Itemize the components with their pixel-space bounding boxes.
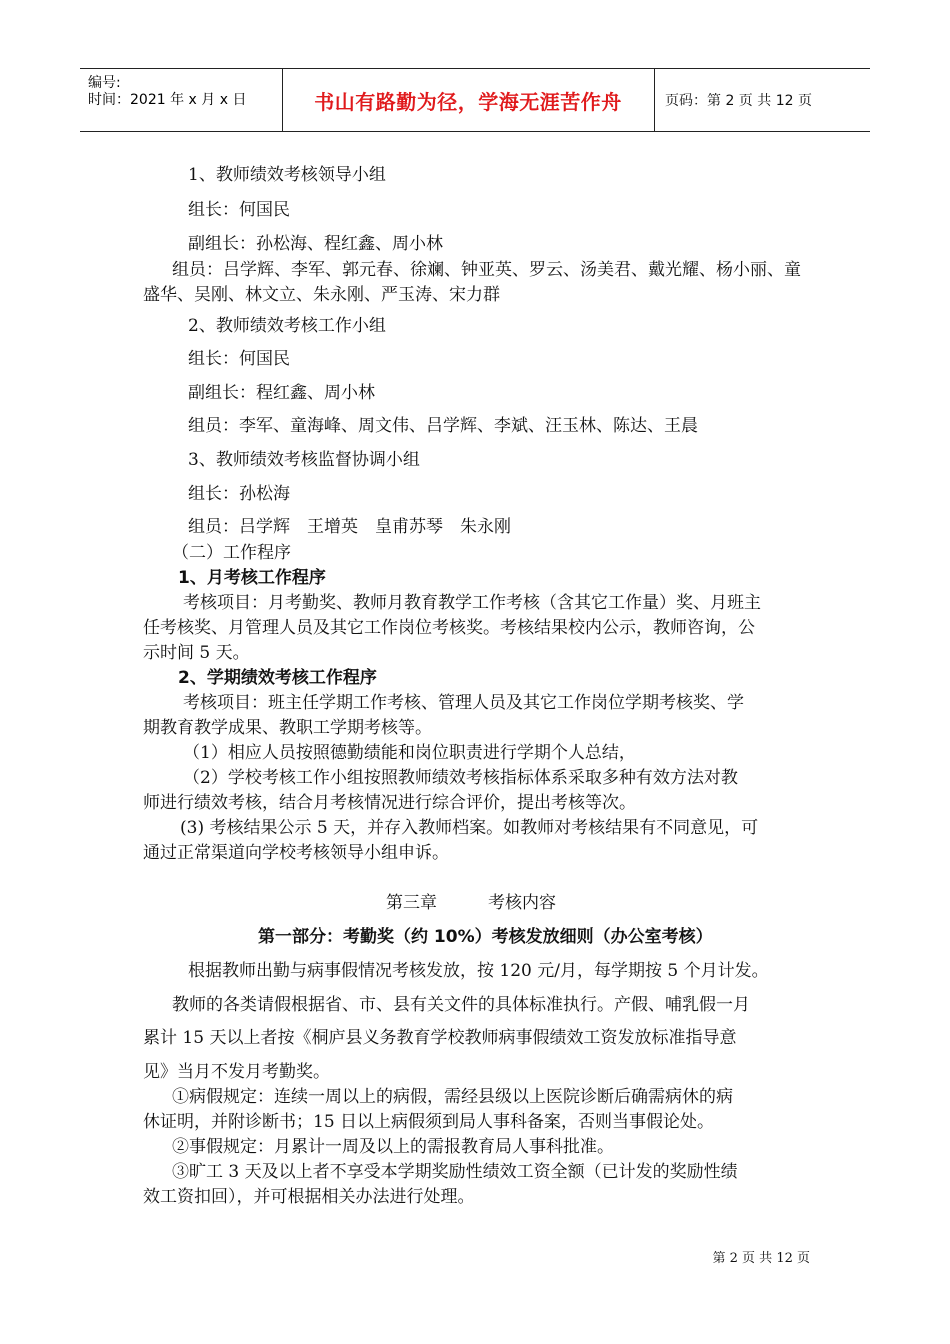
paragraph-line: 累计 15 天以上者按《桐庐县义务教育学校教师病事假绩效工资发放标准指导意 <box>143 1028 737 1048</box>
section-heading: 3、教师绩效考核监督协调小组 <box>188 450 420 470</box>
paragraph-line: 通过正常渠道向学校考核领导小组申诉。 <box>143 843 449 863</box>
section-heading: 2、教师绩效考核工作小组 <box>188 316 386 336</box>
paragraph-line: 期教育教学成果、教职工学期考核等。 <box>143 718 432 738</box>
paragraph-line: 盛华、吴刚、林文立、朱永刚、严玉涛、宋力群 <box>143 285 500 305</box>
paragraph-line: 组长：何国民 <box>188 200 290 220</box>
page-header <box>80 68 870 132</box>
paragraph-line: 副组长：孙松海、程红鑫、周小林 <box>188 234 443 254</box>
subsection-heading: 1、月考核工作程序 <box>178 568 326 588</box>
page-footer: 第 2 页 共 12 页 <box>712 1251 810 1266</box>
section-heading: 1、教师绩效考核领导小组 <box>188 165 386 185</box>
part-title: 第一部分：考勤奖（约 10%）考核发放细则（办公室考核） <box>258 927 713 947</box>
paragraph-line: 考核项目：班主任学期工作考核、管理人员及其它工作岗位学期考核奖、学 <box>183 693 744 713</box>
paragraph-line: 效工资扣回），并可根据相关办法进行处理。 <box>143 1187 475 1207</box>
paragraph-line: 任考核奖、月管理人员及其它工作岗位考核奖。考核结果校内公示，教师咨询，公 <box>143 618 755 638</box>
paragraph-line: 师进行绩效考核，结合月考核情况进行综合评价，提出考核等次。 <box>143 793 636 813</box>
header-meta-cell <box>80 69 283 131</box>
paragraph-line: （1）相应人员按照德勤绩能和岗位职责进行学期个人总结， <box>183 743 636 763</box>
chapter-title: 第三章 考核内容 <box>386 893 556 913</box>
paragraph-line: 组长：孙松海 <box>188 484 290 504</box>
document-number-label: 编号: <box>88 75 121 91</box>
header-motto-cell <box>282 69 655 131</box>
paragraph-line: 考核项目：月考勤奖、教师月教育教学工作考核（含其它工作量）奖、月班主 <box>183 593 761 613</box>
paragraph-line: ②事假规定：月累计一周及以上的需报教育局人事科批准。 <box>172 1137 614 1157</box>
header-page-info: 页码：第 2 页 共 12 页 <box>665 93 812 109</box>
paragraph-line: ③旷工 3 天及以上者不享受本学期奖励性绩效工资全额（已计发的奖励性绩 <box>172 1162 738 1182</box>
header-page-cell <box>655 69 880 131</box>
motto-text: 书山有路勤为径，学海无涯苦作舟 <box>314 89 622 114</box>
subsection-heading: 2、学期绩效考核工作程序 <box>178 668 377 688</box>
paragraph-line: 示时间 5 天。 <box>143 643 250 663</box>
paragraph-line: 根据教师出勤与病事假情况考核发放，按 120 元/月，每学期按 5 个月计发。 <box>188 961 769 981</box>
paragraph-line: ①病假规定：连续一周以上的病假，需经县级以上医院诊断后确需病休的病 <box>172 1087 733 1107</box>
paragraph-line: 组长：何国民 <box>188 349 290 369</box>
paragraph-line: 组员：吕学辉 王增英 皇甫苏琴 朱永刚 <box>188 517 511 537</box>
paragraph-line: （2）学校考核工作小组按照教师绩效考核指标体系采取多种有效方法对教 <box>183 768 738 788</box>
paragraph-line: (3) 考核结果公示 5 天，并存入教师档案。如教师对考核结果有不同意见，可 <box>180 818 759 838</box>
section-heading: （二）工作程序 <box>172 543 291 563</box>
paragraph-line: 组员：李军、童海峰、周文伟、吕学辉、李斌、汪玉林、陈达、王晨 <box>188 416 698 436</box>
paragraph-line: 见》当月不发月考勤奖。 <box>143 1062 330 1082</box>
paragraph-line: 休证明，并附诊断书；15 日以上病假须到局人事科备案，否则当事假论处。 <box>143 1112 715 1132</box>
paragraph-line: 教师的各类请假根据省、市、县有关文件的具体标准执行。产假、哺乳假一月 <box>172 995 750 1015</box>
document-date: 时间：2021 年 x 月 x 日 <box>88 92 247 108</box>
paragraph-line: 副组长：程红鑫、周小林 <box>188 383 375 403</box>
paragraph-line: 组员：吕学辉、李军、郭元春、徐斓、钟亚英、罗云、汤美君、戴光耀、杨小丽、童 <box>172 260 801 280</box>
